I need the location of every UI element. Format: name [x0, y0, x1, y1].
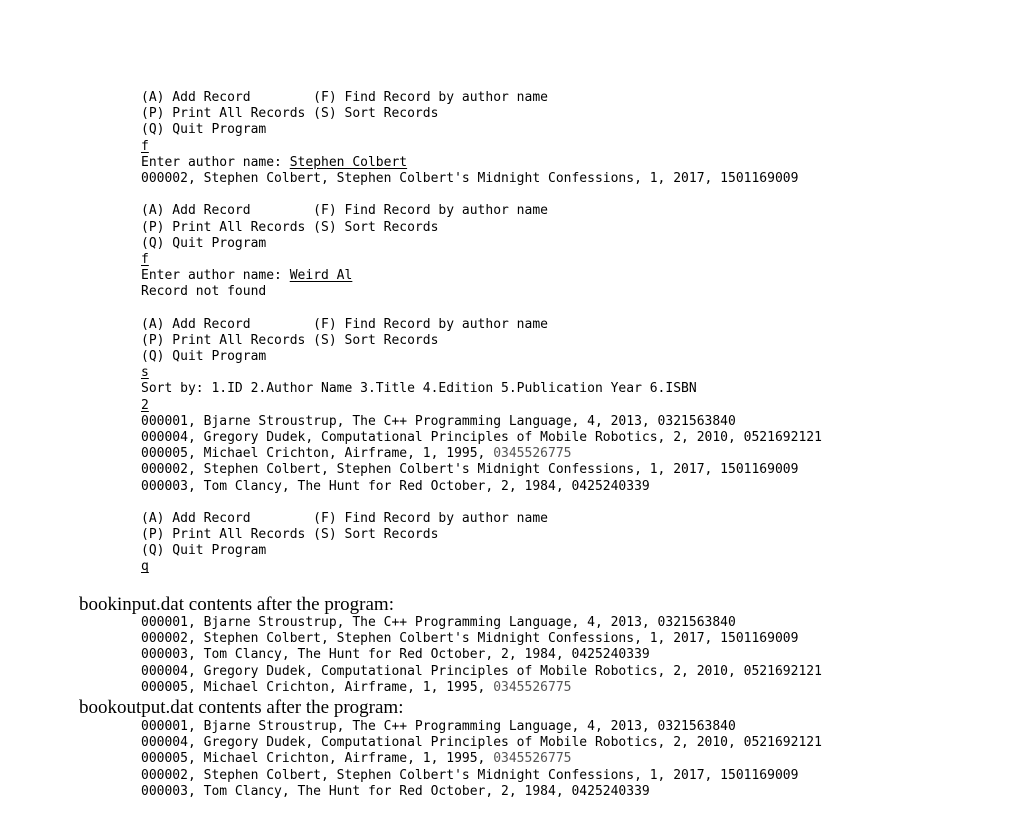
user-input: 2: [141, 397, 149, 413]
menu-line: (A) Add Record (F) Find Record by author name: [141, 510, 548, 526]
menu-line: (P) Print All Records (S) Sort Records: [141, 332, 439, 348]
menu-line: (Q) Quit Program: [141, 235, 267, 251]
record-line: [141, 680, 822, 696]
menu-line: (Q) Quit Program: [141, 349, 267, 364]
record-line: [141, 719, 822, 735]
record-line: [141, 615, 822, 631]
record-text: 000005, Michael Crichton, Airframe, 1, 1995,: [141, 679, 494, 695]
record-line: [141, 664, 822, 680]
menu-line: (P) Print All Records (S) Sort Records: [141, 527, 439, 543]
record-text: 000003, Tom Clancy, The Hunt for Red October, 2, 1984, 0425240339: [141, 783, 650, 799]
record-line: [141, 647, 822, 663]
output-line: 000002, Stephen Colbert, Stephen Colbert's Midnight Confessions, 1, 2017, 1501169009: [141, 462, 799, 478]
bookoutput-heading: bookoutput.dat contents after the program:: [79, 697, 404, 718]
blank-line: [141, 300, 822, 316]
record-isbn: 0345526775: [493, 446, 572, 462]
output-line: 000001, Bjarne Stroustrup, The C++ Programming Language, 4, 2013, 0321563840: [141, 413, 736, 429]
author-name-input: Stephen Colbert: [289, 154, 408, 170]
prompt-label: Enter author name:: [141, 154, 290, 170]
blank-line: [141, 187, 822, 203]
user-input-line: [141, 398, 822, 414]
record-line: [141, 784, 822, 800]
author-name-input: Weird Al: [289, 268, 353, 284]
author-prompt-line: [141, 268, 822, 284]
menu-line: (A) Add Record (F) Find Record by author name: [141, 203, 548, 219]
bookinput-heading: bookinput.dat contents after the program:: [79, 594, 394, 615]
record-text: 000002, Stephen Colbert, Stephen Colbert's Midnight Confessions, 1, 2017, 1501169009: [141, 631, 799, 647]
user-input: q: [141, 559, 149, 575]
user-input-line: [141, 365, 822, 381]
menu-line: (P) Print All Records (S) Sort Records: [141, 106, 439, 122]
record-line: [141, 735, 822, 751]
record-line: [141, 751, 822, 767]
menu-line: (P) Print All Records (S) Sort Records: [141, 219, 439, 235]
record-text: 000004, Gregory Dudek, Computational Principles of Mobile Robotics, 2, 2010, 0521692121: [141, 735, 822, 751]
user-input-line: [141, 252, 822, 268]
user-input: s: [141, 365, 149, 381]
record-isbn: 0345526775: [493, 751, 572, 767]
record-text: 000005, Michael Crichton, Airframe, 1, 1995,: [141, 751, 494, 767]
record-line: [141, 768, 822, 784]
console-session-output: [141, 90, 822, 576]
blank-line: [141, 495, 822, 511]
user-input: f: [141, 138, 149, 154]
record-text: 000002, Stephen Colbert, Stephen Colbert's Midnight Confessions, 1, 2017, 1501169009: [141, 767, 799, 783]
output-line: Record not found: [141, 284, 267, 300]
record-text: 000003, Tom Clancy, The Hunt for Red October, 2, 1984, 0425240339: [141, 647, 650, 663]
output-line: 000002, Stephen Colbert, Stephen Colbert's Midnight Confessions, 1, 2017, 1501169009: [141, 170, 799, 186]
record-isbn: 0345526775: [493, 679, 572, 695]
record-line: [141, 631, 822, 647]
menu-line: (A) Add Record (F) Find Record by author name: [141, 316, 548, 332]
output-line: 000003, Tom Clancy, The Hunt for Red October, 2, 1984, 0425240339: [141, 478, 650, 494]
output-line: 000004, Gregory Dudek, Computational Principles of Mobile Robotics, 2, 2010, 0521692121: [141, 429, 822, 445]
bookinput-contents: [141, 615, 822, 696]
user-input-line: [141, 139, 822, 155]
menu-line: (Q) Quit Program: [141, 122, 267, 138]
user-input-line: [141, 559, 822, 575]
record-text: 000004, Gregory Dudek, Computational Principles of Mobile Robotics, 2, 2010, 0521692121: [141, 663, 822, 679]
author-prompt-line: [141, 155, 822, 171]
output-line: Sort by: 1.ID 2.Author Name 3.Title 4.Edition 5.Publication Year 6.ISBN: [141, 381, 697, 397]
record-text: 000001, Bjarne Stroustrup, The C++ Programming Language, 4, 2013, 0321563840: [141, 719, 736, 734]
prompt-label: Enter author name:: [141, 268, 290, 284]
menu-line: (Q) Quit Program: [141, 543, 267, 559]
record-line: [141, 446, 822, 462]
record-text: 000001, Bjarne Stroustrup, The C++ Programming Language, 4, 2013, 0321563840: [141, 615, 736, 630]
bookoutput-contents: [141, 719, 822, 800]
record-text: 000005, Michael Crichton, Airframe, 1, 1995,: [141, 446, 494, 462]
user-input: f: [141, 251, 149, 267]
menu-line: (A) Add Record (F) Find Record by author name: [141, 90, 548, 105]
